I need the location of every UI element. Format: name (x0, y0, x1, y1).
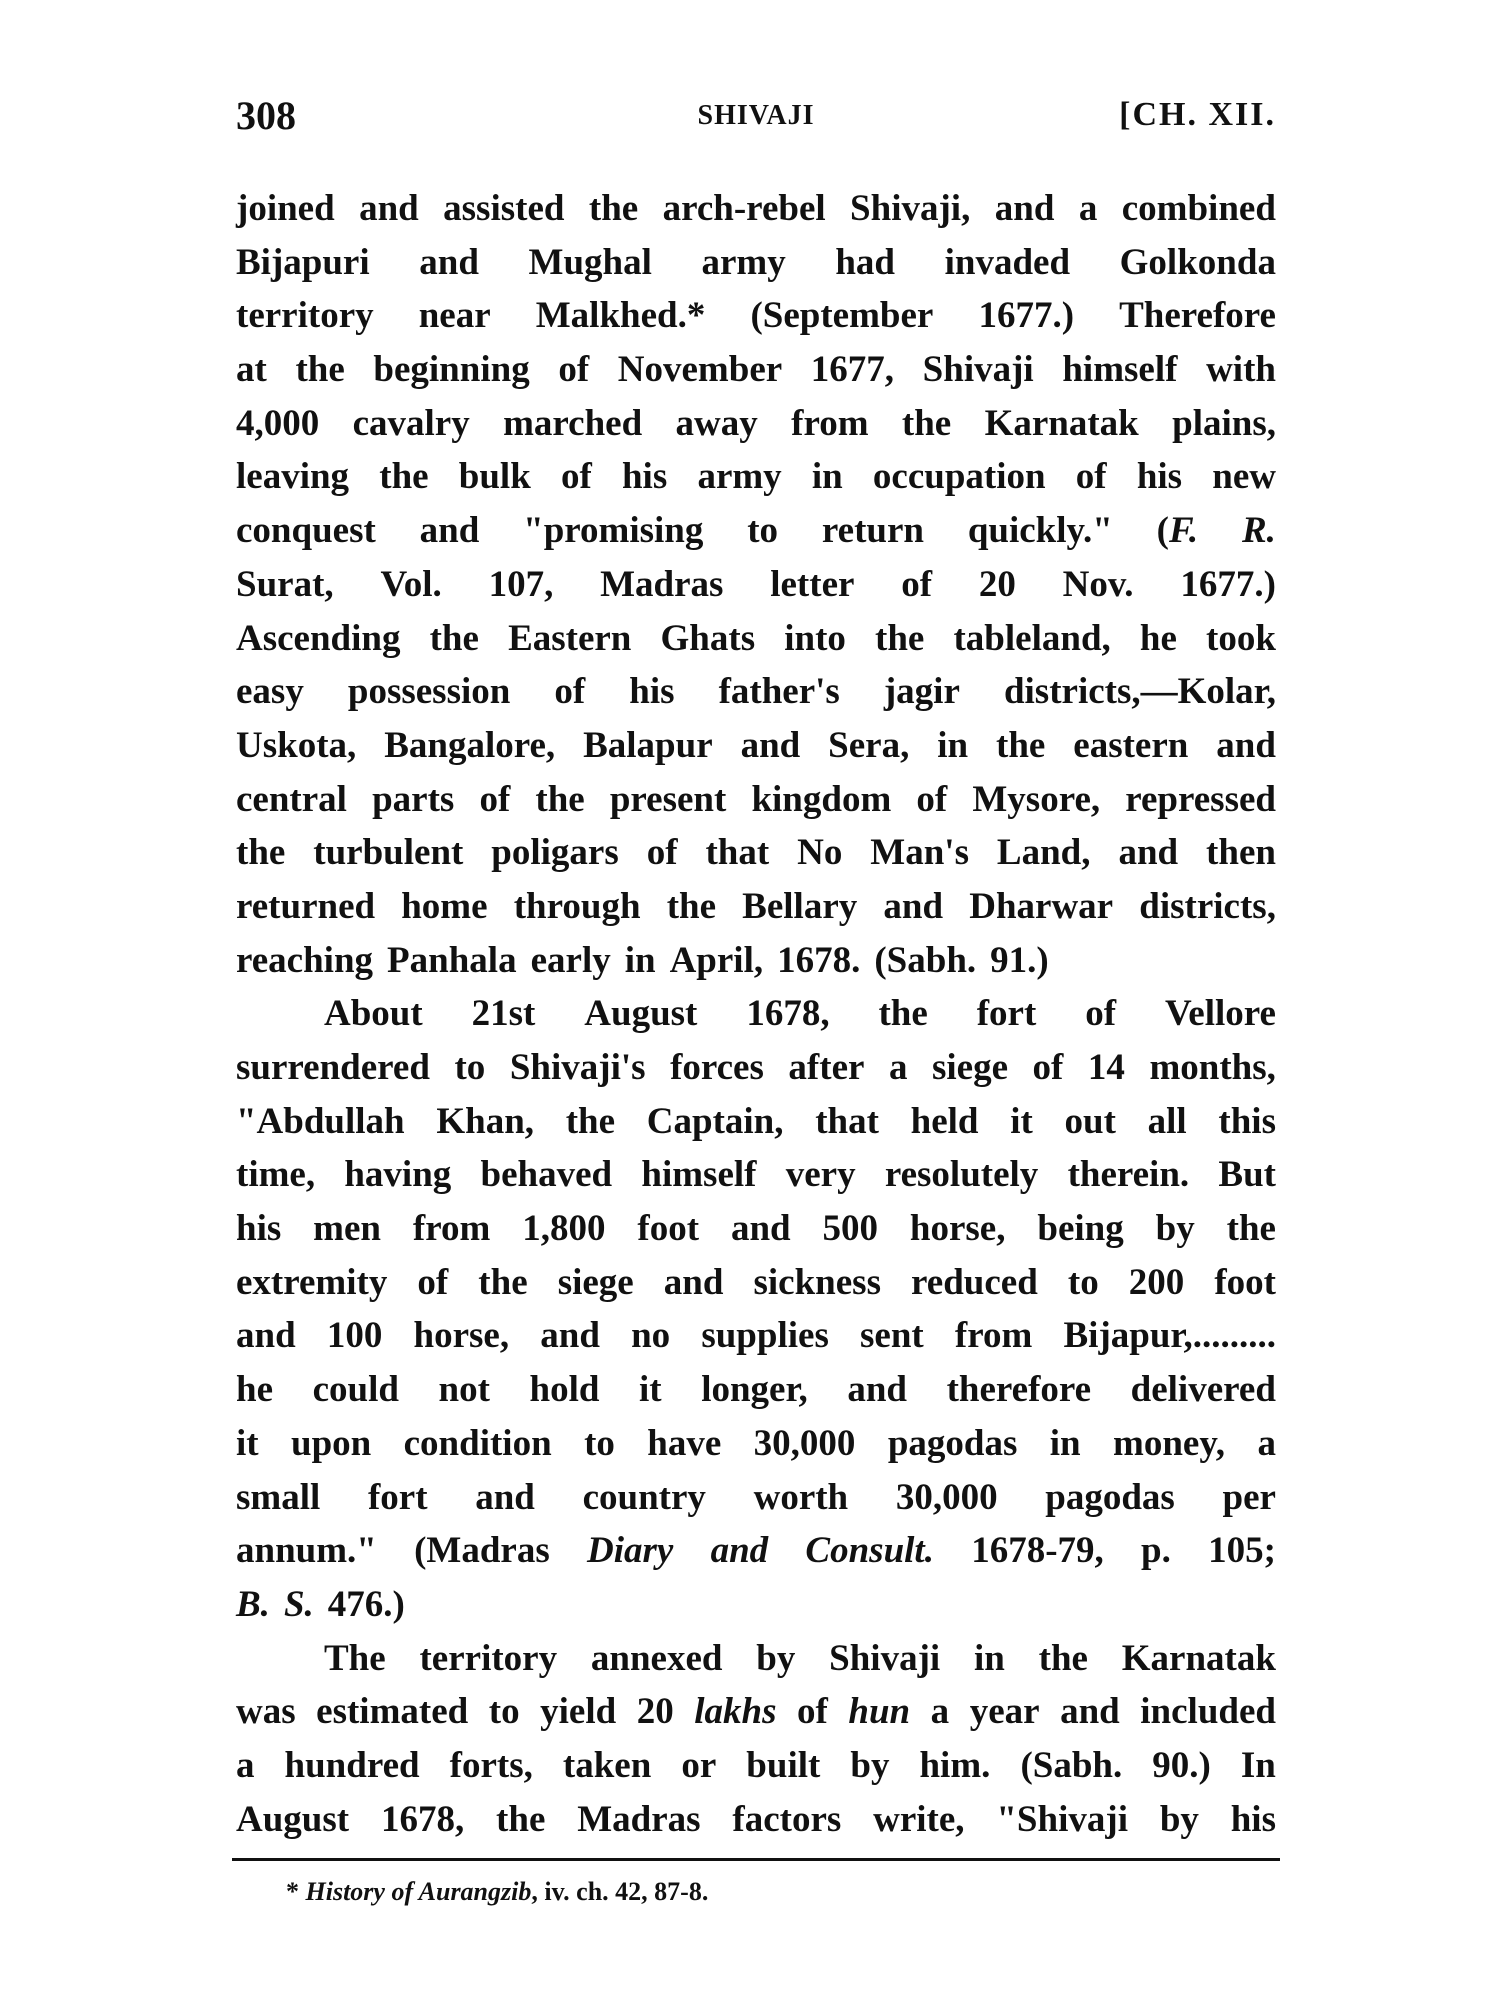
text-line: easy possession of his father's jagir districts,—Kolar, (236, 671, 1276, 713)
running-title: SHIVAJI (697, 100, 815, 131)
text-line: a hundred forts, taken or built by him. (Sabh. 90.) In (236, 1744, 1276, 1786)
text-line: Uskota, Bangalore, Balapur and Sera, in the eastern and (236, 724, 1276, 766)
text-line: the turbulent poligars of that No Man's Land, and then (236, 832, 1276, 874)
text-line: reaching Panhala early in April, 1678. (Sabh. 91.) (236, 939, 1049, 981)
text-line: at the beginning of November 1677, Shivaji himself with (236, 349, 1276, 391)
text-line: Bijapuri and Mughal army had invaded Golkonda (236, 241, 1276, 283)
text-line: Ascending the Eastern Ghats into the tableland, he took (236, 617, 1276, 659)
chapter-label: [CH. XII. (1119, 96, 1276, 133)
text-line: B. S. 476.) (236, 1583, 405, 1625)
text-line: extremity of the siege and sickness reduced to 200 foot (236, 1261, 1276, 1303)
page-header (236, 92, 1276, 152)
page-number: 308 (236, 93, 296, 138)
text-line: Surat, Vol. 107, Madras letter of 20 Nov. 1677.) (236, 563, 1276, 605)
text-line: About 21st August 1678, the fort of Vellore (324, 993, 1276, 1035)
text-line: time, having behaved himself very resolutely therein. But (236, 1154, 1276, 1196)
text-line: returned home through the Bellary and Dharwar districts, (236, 885, 1276, 927)
text-line: he could not hold it longer, and therefore delivered (236, 1369, 1276, 1411)
body-text (236, 182, 1276, 1846)
text-line: and 100 horse, and no supplies sent from Bijapur,......... (236, 1315, 1276, 1357)
text-line: August 1678, the Madras factors write, "Shivaji by his (236, 1798, 1276, 1840)
text-line: it upon condition to have 30,000 pagodas in money, a (236, 1422, 1276, 1464)
text-line: joined and assisted the arch-rebel Shivaji, and a combined (236, 188, 1276, 229)
text-line: was estimated to yield 20 lakhs of hun a year and included (236, 1691, 1276, 1733)
footnote: * History of Aurangzib, iv. ch. 42, 87-8. (286, 1877, 709, 1906)
text-line: his men from 1,800 foot and 500 horse, being by the (236, 1208, 1276, 1250)
text-line: small fort and country worth 30,000 pagodas per (236, 1476, 1276, 1518)
text-line: "Abdullah Khan, the Captain, that held it out all this (236, 1100, 1276, 1142)
text-line: 4,000 cavalry marched away from the Karnatak plains, (236, 402, 1276, 444)
text-line: leaving the bulk of his army in occupation of his new (236, 456, 1276, 498)
text-line: central parts of the present kingdom of Mysore, repressed (236, 778, 1276, 820)
text-line: conquest and "promising to return quickly." (F. R. (236, 510, 1276, 552)
footnote-rule (232, 1858, 1280, 1861)
text-line: territory near Malkhed.* (September 1677.) Therefore (236, 295, 1276, 337)
text-line: annum." (Madras Diary and Consult. 1678-79, p. 105; (236, 1530, 1276, 1572)
text-line: The territory annexed by Shivaji in the Karnatak (324, 1637, 1276, 1679)
text-line: surrendered to Shivaji's forces after a siege of 14 months, (236, 1047, 1276, 1088)
